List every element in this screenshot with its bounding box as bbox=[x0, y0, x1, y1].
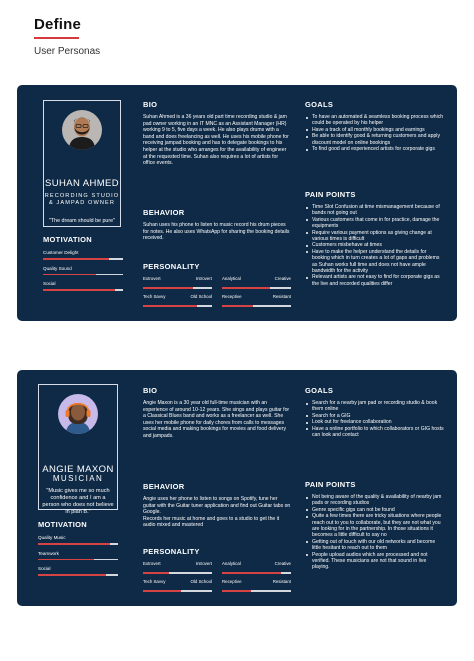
behavior-text: Suhan uses his phone to listen to music record his drum pieces for notes. He also uses WhatsApp for sharing the booking details received. bbox=[143, 222, 290, 242]
persona-role-line2: & JAMPAD OWNER bbox=[49, 200, 115, 206]
goal-item: To have an automated & seamless booking process which could be operated by his helper bbox=[305, 114, 445, 127]
persona-role bbox=[44, 193, 120, 207]
goals-title: GOALS bbox=[305, 100, 334, 109]
motivation-title: MOTIVATION bbox=[38, 520, 87, 529]
trait-track bbox=[143, 305, 212, 307]
motivation-track bbox=[43, 274, 123, 276]
trait-fill bbox=[222, 287, 270, 289]
persona-role bbox=[39, 475, 117, 482]
pain-point-item: Getting out of touch with our old networks and become little hesitant to reach out to them bbox=[305, 539, 445, 552]
motivation-label: Social bbox=[43, 281, 56, 286]
trait-fill bbox=[222, 590, 251, 592]
motivation-title: MOTIVATION bbox=[43, 235, 92, 244]
pain-point-item: Require various payment options as giving change at various times is difficult bbox=[305, 230, 445, 243]
trait-track bbox=[222, 590, 291, 592]
pain-point-item: Relevant artists are not easy to find for corporate gigs as the live and recorded qualities differ bbox=[305, 274, 445, 287]
motivation-track bbox=[38, 574, 118, 576]
bio-title: BIO bbox=[143, 100, 158, 109]
personality-trait bbox=[222, 561, 291, 574]
persona-card bbox=[17, 370, 457, 606]
goal-item: To find good and experienced artists for corporate gigs bbox=[305, 146, 445, 152]
motivation-row bbox=[43, 281, 123, 291]
trait-right-label: Resistant bbox=[272, 579, 291, 584]
personality-title: PERSONALITY bbox=[143, 262, 200, 271]
goals-column bbox=[305, 100, 445, 287]
goal-item: Search for a nearby jam pad or recording studio & book them online bbox=[305, 400, 445, 413]
personality-trait bbox=[143, 561, 212, 574]
personality-trait bbox=[222, 579, 291, 592]
persona-quote: "The dream should be pure" bbox=[49, 218, 115, 224]
motivation-fill bbox=[38, 559, 94, 561]
bio-text: Suhan Ahmed is a 36 years old part time recording studio & jam pad owner working in an IT MNC as an Assistant Manager (HR) working 9 to 5, five days a week. He also plays drums with a band and does freelancing as well. He uses his mobile phone for receiving jampad booking and has to delegate bookings to his helper at the studio who arranges for the availability of engineer at the requested time. Suhan also requires a lot of artists for office events. bbox=[143, 114, 289, 167]
persona-quote: "Music gives me so much confidence and I am a person who does not believe in plan B." bbox=[42, 488, 114, 515]
trait-track bbox=[222, 305, 291, 307]
persona-profile bbox=[38, 384, 118, 515]
motivation-section bbox=[43, 235, 123, 291]
bio-text: Angie Maxon is a 30 year old full-time musician with an experience of around 10-12 years. She sings and plays guitar for a Classical Blues band and works as a freelancer as well. She uses her mobile phone for daily chores from calls to messages social media and making bookings for movies and food delivery and jampads. bbox=[143, 400, 290, 439]
motivation-row bbox=[38, 551, 118, 561]
pain-points-list bbox=[305, 204, 445, 287]
trait-left-label: Receptive bbox=[222, 294, 242, 299]
personality-trait bbox=[143, 276, 212, 289]
trait-right-label: Introvert bbox=[195, 276, 212, 281]
trait-left-label: Extrovert bbox=[143, 276, 161, 281]
pain-point-item: Not being aware of the quality & availability of nearby jam pads or recording studios bbox=[305, 494, 445, 507]
goals-title: GOALS bbox=[305, 386, 334, 395]
pain-point-item: People upload audios which are processed and not verified. These musicians are not that sound in live playing. bbox=[305, 552, 445, 571]
persona-card bbox=[17, 85, 457, 321]
woman-headphones-avatar-icon bbox=[58, 394, 98, 434]
motivation-row bbox=[38, 535, 118, 545]
motivation-row bbox=[43, 266, 123, 276]
bio-column bbox=[143, 100, 291, 299]
behavior-text: Angie uses her phone to listen to songs on Spotify, tune her guitar with the Guitar tuner application and find out Guitar tabs on Google. Records her music at home and goes to a studio to get the it audio mixed and mastered bbox=[143, 496, 291, 529]
behavior-section bbox=[143, 482, 291, 529]
persona-name: ANGIE MAXON bbox=[42, 464, 114, 475]
pain-points-title: PAIN POINTS bbox=[305, 190, 356, 199]
motivation-fill bbox=[43, 258, 109, 260]
page-title: Define bbox=[34, 16, 82, 33]
page-subtitle: User Personas bbox=[34, 46, 101, 57]
trait-track bbox=[143, 590, 212, 592]
trait-right-label: Resistant bbox=[272, 294, 291, 299]
motivation-fill bbox=[43, 289, 115, 291]
trait-track bbox=[222, 287, 291, 289]
page-header bbox=[34, 16, 101, 57]
goals-list bbox=[305, 114, 445, 152]
motivation-track bbox=[43, 258, 123, 260]
pain-points-section bbox=[305, 190, 445, 287]
persona-role-line1: MUSICIAN bbox=[52, 474, 104, 483]
trait-right-label: Old School bbox=[190, 579, 212, 584]
bearded-man-avatar-icon bbox=[62, 110, 102, 150]
goal-item: Be able to identify good & returning customers and apply discount model on online bookings bbox=[305, 133, 445, 146]
motivation-track bbox=[43, 289, 123, 291]
persona-name: SUHAN AHMED bbox=[44, 178, 120, 189]
goal-item: Have a online portfolio to which collaborators or GIG hosts can look and contact bbox=[305, 426, 445, 439]
motivation-label: Social bbox=[38, 566, 51, 571]
trait-fill bbox=[143, 305, 197, 307]
pain-points-title: PAIN POINTS bbox=[305, 480, 356, 489]
pain-point-item: Genre specific gigs can not be found bbox=[305, 507, 445, 513]
behavior-title: BEHAVIOR bbox=[143, 482, 185, 491]
motivation-row bbox=[43, 250, 123, 260]
motivation-track bbox=[38, 559, 118, 561]
goals-column bbox=[305, 386, 445, 571]
behavior-title: BEHAVIOR bbox=[143, 208, 185, 217]
trait-track bbox=[143, 572, 212, 574]
pain-point-item: Various customers that come in for practice, damage the equipments bbox=[305, 217, 445, 230]
motivation-label: Quality Sound bbox=[43, 265, 72, 271]
pain-point-item: Quite a few times there are tricky situations where people reach out to you to collaborate, but they are not what you are looking for in the partnership. In those situations it becomes a little difficult to say no bbox=[305, 513, 445, 539]
motivation-label: Teamwork bbox=[38, 550, 59, 556]
personality-section bbox=[143, 262, 291, 316]
motivation-fill bbox=[43, 274, 96, 276]
goal-item: Look out for freelance collaboration bbox=[305, 419, 445, 425]
trait-fill bbox=[143, 287, 193, 289]
motivation-track bbox=[38, 543, 118, 545]
motivation-fill bbox=[38, 574, 106, 576]
trait-track bbox=[222, 572, 291, 574]
goals-list bbox=[305, 400, 445, 438]
personality-section bbox=[143, 547, 291, 601]
pain-points-list bbox=[305, 494, 445, 571]
personality-trait bbox=[222, 294, 291, 307]
trait-track bbox=[143, 287, 212, 289]
trait-right-label: Creative bbox=[274, 561, 291, 566]
personality-row bbox=[143, 294, 291, 316]
motivation-section bbox=[38, 520, 118, 576]
trait-right-label: Old School bbox=[190, 294, 212, 299]
trait-fill bbox=[222, 572, 281, 574]
goal-item: Have a track of all monthly bookings and earnings bbox=[305, 127, 445, 133]
persona-profile bbox=[43, 100, 121, 227]
personality-row bbox=[143, 579, 291, 601]
bio-column bbox=[143, 386, 291, 584]
trait-left-label: Receptive bbox=[222, 579, 242, 584]
trait-left-label: Tech Savvy bbox=[143, 294, 166, 299]
trait-right-label: Introvert bbox=[195, 561, 212, 566]
bio-title: BIO bbox=[143, 386, 158, 395]
motivation-fill bbox=[38, 543, 110, 545]
motivation-label: Quality Music bbox=[38, 535, 66, 540]
personality-trait bbox=[143, 579, 212, 592]
personality-title: PERSONALITY bbox=[143, 547, 200, 556]
persona-role-line1: RECORDING STUDIO bbox=[44, 193, 120, 199]
behavior-section bbox=[143, 208, 291, 242]
trait-right-label: Creative bbox=[274, 276, 291, 281]
personality-trait bbox=[143, 294, 212, 307]
trait-left-label: Analytical bbox=[222, 276, 241, 281]
trait-fill bbox=[143, 590, 181, 592]
pain-point-item: Have to make the helper understand the details for booking which in turn creates a lot of gaps and problems as Suhan works full time and does not have ample bandwidth for the activity bbox=[305, 249, 445, 275]
goal-item: Search for a GIG bbox=[305, 413, 445, 419]
pain-point-item: Time Slot Confusion at time mismanagement because of bands not going out bbox=[305, 204, 445, 217]
motivation-label: Customer Delight bbox=[43, 250, 79, 255]
trait-left-label: Extrovert bbox=[143, 561, 161, 566]
trait-fill bbox=[143, 572, 169, 574]
trait-left-label: Analytical bbox=[222, 561, 241, 566]
trait-fill bbox=[222, 305, 253, 307]
trait-left-label: Tech Savvy bbox=[143, 579, 166, 584]
pain-point-item: Customers misbehave at times bbox=[305, 242, 445, 248]
personality-trait bbox=[222, 276, 291, 289]
pain-points-section bbox=[305, 480, 445, 571]
title-underline bbox=[34, 37, 79, 39]
motivation-row bbox=[38, 566, 118, 576]
